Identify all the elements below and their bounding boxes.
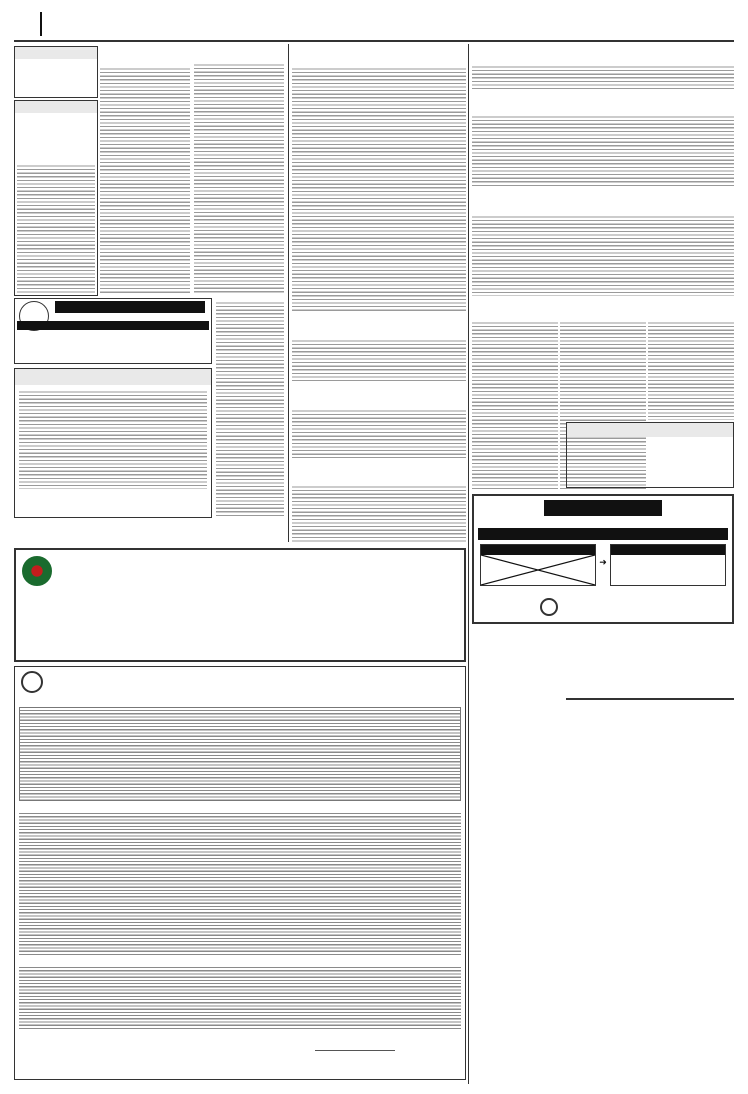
story-sand-headline — [292, 44, 466, 60]
marine-sign-office — [96, 654, 386, 661]
story-sand-body — [292, 66, 466, 312]
auction-conditions — [19, 811, 461, 955]
date-line — [454, 11, 644, 19]
buy-sell-text — [17, 61, 95, 97]
club-time — [21, 344, 211, 351]
auction-address — [45, 680, 437, 687]
story-wasa-headline — [472, 300, 734, 314]
story-northern-headline — [292, 386, 466, 402]
auction-sign-title — [295, 1053, 415, 1060]
story-mp-headline — [100, 44, 284, 60]
story-northern-university — [292, 386, 466, 458]
marine-title-3 — [58, 576, 458, 587]
vertical-rule-1 — [288, 44, 289, 542]
auction-notice-ad — [14, 666, 466, 1080]
story-rally-headline — [472, 44, 734, 58]
auction-subtitle — [45, 699, 437, 706]
story-northern-body — [292, 408, 466, 458]
asset-development-ad — [566, 698, 734, 700]
bd-emblem — [22, 556, 52, 586]
marine-sign-name — [96, 634, 386, 641]
auction-table — [19, 707, 461, 801]
newspaper-logo — [648, 10, 734, 38]
story-awami-league — [292, 462, 466, 544]
story-edu-headline — [472, 92, 734, 108]
protest-notice — [14, 368, 212, 518]
new-address-line-4 — [613, 575, 723, 581]
auction-code — [19, 1067, 139, 1074]
old-address-label — [481, 545, 595, 555]
protest-sign-email — [111, 509, 209, 515]
agrani-tagline — [640, 602, 730, 610]
masthead-rule — [14, 40, 734, 42]
story-mp-col2 — [194, 62, 284, 294]
story-edu-body — [472, 114, 734, 188]
story-awami-body — [292, 484, 466, 544]
marine-sign-rank — [96, 641, 386, 648]
agrani-note — [478, 588, 728, 598]
matrimony-text-lines — [17, 163, 95, 293]
story-doctor-body — [292, 338, 466, 382]
agrani-title — [544, 500, 662, 516]
groom-wanted-text — [570, 439, 730, 485]
story-wasa-body-3 — [648, 320, 734, 420]
agrani-bank-bn — [560, 598, 640, 606]
club-phone — [21, 354, 211, 362]
divider — [40, 12, 42, 36]
agrani-code — [478, 614, 538, 622]
matrimony-section — [14, 100, 98, 296]
matrimony-text — [17, 115, 95, 161]
bank-logo — [21, 671, 43, 693]
masthead — [14, 10, 734, 40]
club-address — [55, 314, 205, 320]
club-mela-banner — [17, 321, 209, 330]
auction-conditions-title — [19, 803, 461, 810]
story-wasa-body-1 — [472, 320, 558, 490]
story-education-quota — [472, 92, 734, 188]
agrani-bank-ad — [472, 494, 734, 624]
marine-body — [24, 590, 458, 632]
arrow-right-icon: ➜ — [599, 558, 607, 568]
new-address-label — [611, 545, 725, 555]
website-link[interactable] — [579, 24, 644, 32]
protest-body-lines — [19, 389, 207, 489]
story-rally-body — [472, 64, 734, 90]
agrani-address-title — [478, 528, 728, 540]
strike-cross-icon — [481, 555, 595, 585]
auction-title — [45, 687, 437, 699]
auction-schedule — [19, 965, 461, 1029]
story-lakshmipur-body — [472, 214, 734, 296]
marine-academy-ad — [14, 548, 466, 662]
social-facebook[interactable] — [454, 24, 514, 32]
auction-bank-branch — [45, 671, 437, 680]
story-doctor — [292, 316, 466, 382]
auction-schedule-title — [19, 957, 461, 964]
agrani-bank-en — [560, 606, 640, 614]
page-number — [14, 10, 38, 38]
officers-club-ad — [14, 298, 212, 364]
story-sand — [292, 44, 466, 312]
protest-title — [15, 369, 211, 385]
vertical-rule-2 — [468, 44, 469, 1084]
section-title — [48, 10, 138, 38]
story-mp-continued — [216, 300, 284, 516]
story-mp-col1 — [100, 66, 190, 294]
marine-title-2 — [58, 565, 458, 576]
buy-sell-section — [14, 46, 98, 98]
agrani-body — [478, 518, 728, 528]
story-former-mp — [100, 44, 284, 296]
buy-sell-title — [15, 47, 97, 59]
auction-signature — [315, 1037, 395, 1051]
club-title — [55, 301, 205, 313]
story-awami-headline — [292, 462, 466, 478]
social-facebook-2[interactable] — [514, 24, 574, 32]
agrani-new-address — [610, 544, 726, 586]
groom-wanted-ad — [566, 422, 734, 488]
story-lakshmipur-headline — [472, 192, 734, 208]
matrimony-title — [15, 101, 97, 113]
marine-title-1 — [58, 554, 458, 565]
agrani-logo — [540, 598, 558, 616]
story-doctor-headline — [292, 316, 466, 332]
agrani-old-address — [480, 544, 596, 586]
agrani-website — [560, 614, 680, 622]
story-lakshmipur — [472, 192, 734, 296]
groom-wanted-title — [567, 423, 733, 437]
story-rally — [472, 44, 734, 90]
